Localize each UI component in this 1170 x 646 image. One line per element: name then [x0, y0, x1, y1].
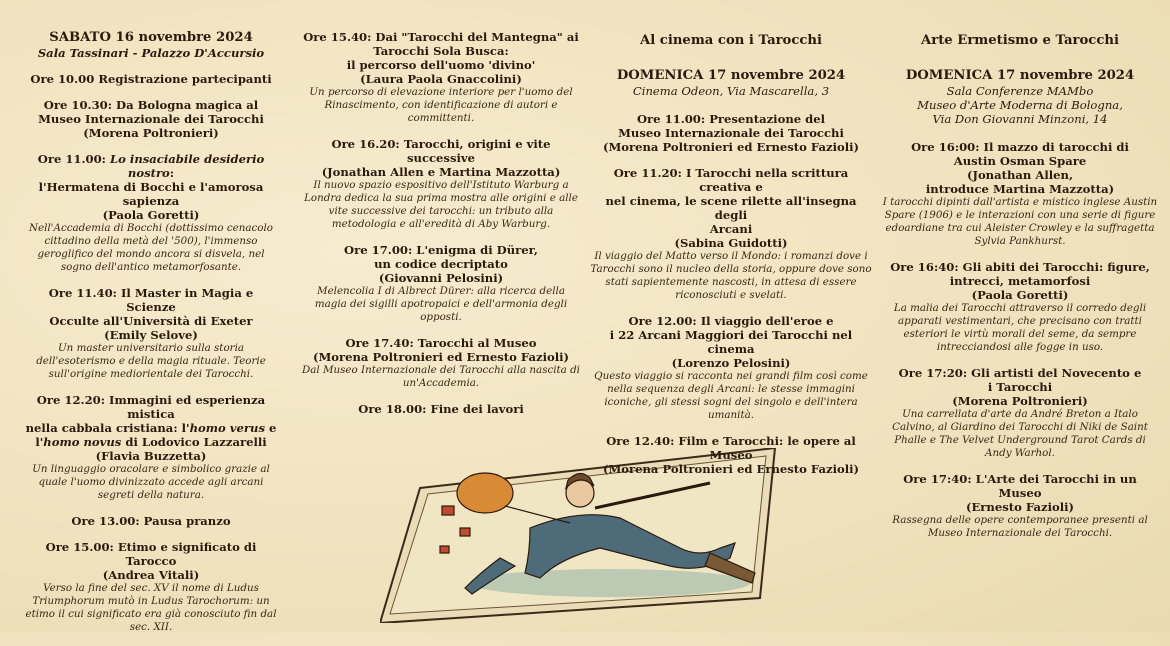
day-heading: DOMENICA 17 novembre 2024	[616, 68, 846, 83]
venue-line-1: Sala Conferenze MAMbo	[946, 84, 1094, 98]
event-1740: Ore 17.40: Tarocchi al Museo (Morena Poltronieri ed Ernesto Fazioli) Dal Museo Internazionale dei Tarocchi alla nascita di un'Accademia.	[302, 336, 580, 389]
lunch-break: Ore 13.00: Pausa pranzo	[71, 514, 231, 528]
registration: Ore 10.00 Registrazione partecipanti	[30, 72, 272, 86]
venue-line-2: Museo d'Arte Moderna di Bologna,	[917, 98, 1123, 112]
column-art	[882, 30, 1158, 552]
event-1200: Ore 12.00: Il viaggio dell'eroe e i 22 Arcani Maggiori dei Tarocchi nel cinema (Lorenzo Pelosini) Questo viaggio si racconta nei grandi film così come nella sequenza degli Arcani: le stesse immagini iconiche, gli stessi sogni del singolo e dell'intera umanità.	[594, 314, 868, 421]
event-1140: Ore 11.40: Il Master in Magia e Scienze Occulte all'Università di Exeter (Emily Selove) Un master universitario sulla storia dell'esoterismo e della magia rituale. Teorie sull'origine mediorientale dei Tarocchi.	[36, 286, 266, 380]
venue: Sala Tassinari - Palazzo D'Accursio	[37, 46, 265, 60]
event-1620: Ore 16.20: Tarocchi, origini e vite successive (Jonathan Allen e Martina Mazzotta) Il nuovo spazio espositivo dell'Istituto Warburg a Londra dedica la sua prima mostra alle origini e alle vite successive dei tarocchi: un tributo alla metodologia e all'eredità di Aby Warburg.	[304, 137, 578, 230]
event-1600: Ore 16:00: Il mazzo di tarocchi di Austin Osman Spare (Jonathan Allen, introduce Martina Mazzotta) I tarocchi dipinti dall'artista e mistico inglese Austin Spare (1906) e le interazioni con una serie di figure edoardiane tra cui Aleister Crowley e la suffragetta Sylvia Pankhurst.	[882, 140, 1158, 247]
event-1030: Ore 10.30: Da Bologna magica al Museo Internazionale dei Tarocchi (Morena Poltronieri)	[38, 98, 264, 140]
section-title-cinema: Al cinema con i Tarocchi	[639, 33, 823, 48]
event-1720: Ore 17:20: Gli artisti del Novecento e i Tarocchi (Morena Poltronieri) Una carrellata d'arte da André Breton a Italo Calvino, al Giardino dei Tarocchi di Niki de Saint Phalle e The Velvet Underground Tarot Cards di Andy Warhol.	[892, 366, 1148, 459]
column-saturday	[22, 30, 280, 646]
event-1640: Ore 16:40: Gli abiti dei Tarocchi: figure, intrecci, metamorfosi (Paola Goretti) La malia dei Tarocchi attraverso il corredo degli apparati vestimentari, che precisano con tratti esteriori le virtù morali del seme, da sempre intrecciandosi alle fogge in uso.	[890, 260, 1150, 353]
event-1500: Ore 15.00: Etimo e significato di Tarocco (Andrea Vitali) Verso la fine del sec. XV il nome di Ludus Triumphorum mutò in Ludus Tarochorum: un etimo il cui significato era già conosciuto fin dal sec. XII.	[25, 540, 277, 633]
section-title-art: Arte Ermetismo e Tarocchi	[921, 33, 1119, 48]
end-of-works: Ore 18.00: Fine dei lavori	[358, 402, 524, 416]
event-1220: Ore 12.20: Immagini ed esperienza mistica nella cabbala cristiana: l'homo verus e l'homo novus di Lodovico Lazzarelli (Flavia Buzzetta) Un linguaggio oracolare e simbolico grazie al quale l'uomo divinizzato accede agli arcani segreti della natura.	[25, 393, 277, 501]
day-heading: DOMENICA 17 novembre 2024	[905, 68, 1135, 83]
event-1120: Ore 11.20: I Tarocchi nella scrittura creativa e nel cinema, le scene rilette all'insegna degli Arcani (Sabina Guidotti) Il viaggio del Matto verso il Mondo: i romanzi dove i Tarocchi sono il nucleo della storia, oppure dove sono stati sapientemente nascosti, in attesa di essere riconosciuti e svelati.	[590, 166, 872, 301]
event-1100: Ore 11.00: Presentazione del Museo Internazionale dei Tarocchi (Morena Poltronieri ed Ernesto Fazioli)	[602, 112, 860, 154]
column-saturday-afternoon	[300, 30, 582, 428]
event-1540: Ore 15.40: Dai "Tarocchi del Mantegna" ai Tarocchi Sola Busca: il percorso dell'uomo 'divino' (Laura Paola Gnaccolini) Un percorso di elevazione interiore per l'uomo del Rinascimento, con identificazione di autori e committenti.	[303, 30, 579, 124]
event-1700: Ore 17.00: L'enigma di Dürer, un codice decriptato (Giovanni Pelosini) Melencolia I di Albrect Dürer: alla ricerca della magia dei sigilli apotropaici e dell'armonia degli opposti.	[314, 243, 568, 323]
event-1100: Ore 11.00: Lo insaciabile desiderio nostro: l'Hermatena di Bocchi e l'amorosa sapienza (Paola Goretti) Nell'Accademia di Bocchi (dottissimo cenacolo cittadino della metà del '500), l'immenso geroglifico del mondo ancora si disvela, nel sogno dell'antico metamorfosante.	[28, 152, 273, 273]
event-1240: Ore 12.40: Film e Tarocchi: le opere al Museo (Morena Poltronieri ed Ernesto Fazioli)	[602, 434, 860, 476]
column-cinema	[590, 30, 872, 488]
event-1740: Ore 17:40: L'Arte dei Tarocchi in un Museo (Ernesto Fazioli) Rassegna delle opere contemporanee presenti al Museo Internazionale dei Tarocchi.	[892, 472, 1148, 539]
venue-line-3: Via Don Giovanni Minzoni, 14	[932, 112, 1108, 126]
day-heading: SABATO 16 novembre 2024	[49, 30, 253, 45]
venue: Cinema Odeon, Via Mascarella, 3	[632, 84, 830, 98]
